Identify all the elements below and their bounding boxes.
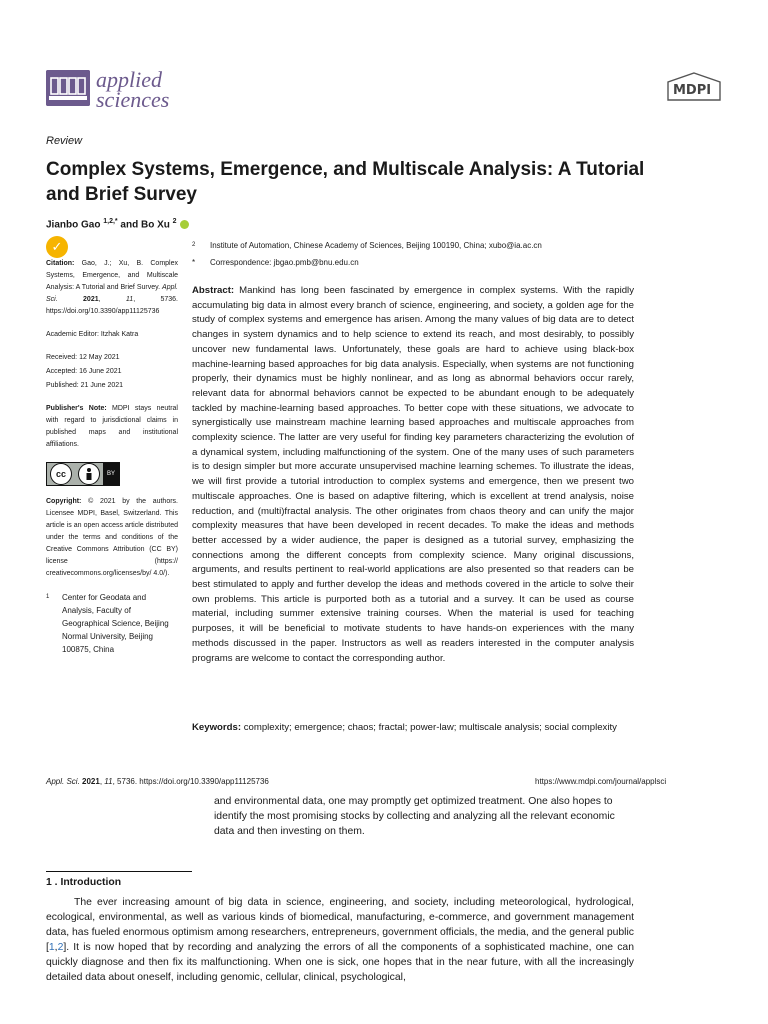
citation-text: Gao, J.; Xu, B. Complex Systems, Emergence, and Multiscale Analysis: A Tutorial and Brief Survey.: [46, 260, 178, 291]
publisher-note-label: Publisher's Note:: [46, 405, 107, 412]
citation-label: Citation:: [46, 260, 75, 267]
accepted-date: Accepted: 16 June 2021: [46, 368, 122, 375]
mdpi-logo: [666, 72, 722, 102]
keywords: [192, 721, 634, 735]
citation-separator: ,: [54, 942, 58, 953]
check-for-updates-icon[interactable]: ✓: [46, 236, 68, 258]
citation-year: 2021: [83, 296, 99, 303]
continued-paragraph: and environmental data, one may promptly get optimized treatment. One also hopes to identify the most promising stocks by collecting and analyzing all the relevant economic data and then investing on them.: [214, 796, 615, 837]
intro-text-before: The ever increasing amount of big data in science, engineering, and society, including meteorological, hydrological, ecological, environmental, as well as various kinds of biomedical, manufacturing, e-commerce, and government management data, has fueled enormous optimism among researchers, entrepreneurs, government officials, the media, and the general public [: [46, 897, 634, 953]
author-1-affiliation: 1,2,*: [103, 218, 118, 225]
copyright-label: Copyright:: [46, 498, 82, 505]
publisher-name: MDPI: [673, 83, 712, 98]
by-label: BY: [103, 463, 119, 485]
affiliation-2-mark: 2: [192, 242, 196, 248]
published-date: Published: 21 June 2021: [46, 382, 124, 389]
footer-doi[interactable]: , 5736. https://doi.org/10.3390/app11125736: [112, 777, 269, 786]
by-person-icon: [78, 463, 100, 485]
journal-name-line2: sciences: [96, 87, 170, 112]
intro-paragraph: [46, 895, 634, 985]
citation-block: Citation: Gao, J.; Xu, B. Complex Systems, Emergence, and Multiscale Analysis: A Tutorial and Brief Survey. Appl. Sci. 2021, 11, 5736. https://doi.org/10.3390/app11125736: [46, 260, 178, 315]
footer-year: 2021: [82, 777, 100, 786]
author-conjunction: and: [120, 219, 141, 231]
journal-name-line1: applied: [96, 67, 162, 92]
author-2-affiliation: 2: [172, 218, 177, 225]
article-type: Review: [46, 135, 83, 147]
citation-doi[interactable]: , 5736. https://doi.org/10.3390/app11125736: [46, 296, 178, 315]
journal-name: [96, 67, 170, 112]
citation-volume: 11: [125, 296, 134, 303]
article-title: Complex Systems, Emergence, and Multiscale Analysis: A Tutorial and Brief Survey: [46, 159, 645, 205]
section-divider: [46, 871, 192, 872]
footer-journal-url[interactable]: https://www.mdpi.com/journal/applsci: [535, 777, 667, 786]
cc-by-license-badge[interactable]: [46, 462, 120, 486]
journal-logo-icon: [46, 70, 90, 106]
intro-text-after: ]. It is now hoped that by recording and analyzing the errors of all the components of a sophisticated machine, one can quickly diagnose and then fix its malfunctioning. When one is sick, one hopes that in the near future, with all the increasingly detailed data about oneself, including genomic, cellular, clinical, psychological,: [46, 942, 634, 983]
keywords-text: complexity; emergence; chaos; fractal; power-law; multiscale analysis; social complexity: [243, 722, 617, 733]
orcid-icon[interactable]: [180, 220, 189, 229]
sidebar: [46, 258, 178, 656]
citation-link-1[interactable]: 1: [48, 942, 55, 953]
affiliation-1: [46, 591, 178, 656]
affiliations: [192, 237, 732, 271]
correspondence: [192, 254, 732, 271]
keywords-label: Keywords:: [192, 722, 242, 733]
author-2[interactable]: Bo Xu: [140, 219, 170, 231]
abstract: [192, 284, 634, 666]
section-heading: 1 . Introduction: [46, 877, 122, 888]
correspondence-text: Correspondence: jbgao.pmb@bnu.edu.cn: [210, 258, 359, 267]
affiliation-1-text: Center for Geodata and Analysis, Faculty of Geographical Science, Beijing Normal University, Beijing 100875, China: [62, 593, 169, 654]
author-line: [46, 218, 189, 230]
footer-citation: Appl. Sci. 2021, 11, 5736. https://doi.org/10.3390/app11125736: [46, 777, 269, 786]
author-1[interactable]: Jianbo Gao: [46, 219, 101, 231]
affiliation-2: [192, 237, 732, 254]
abstract-text: Mankind has long been fascinated by emergence in complex systems. With the rapidly accumulating big data in almost every branch of science, engineering, and society, a golden age for the study of complex systems and emergence has arisen. Among the many values of big data are to detect changes in system dynamics and to help science to extend its reach, and most desirably, to possibly uncover new fundamental laws. Unfortunately, these goals are hard to achieve using black-box machine-learning based approaches for big data analysis. Especially, when systems are not functioning properly, their dynamics must be highly nonlinear, and as long as abnormal behaviors occur rarely, relevant data for abnormal behaviors cannot be expected to be abundant enough to be adequately tackled by machine-learning based approaches. To better cope with these situations, we advocate to synergistically use mainstream machine learning based approaches and multiscale approaches from complexity science. The latter are very useful for finding key parameters characterizing the evolution of a dynamical system, including malfunctioning of the system. One of the many uses of such parameters is to design simpler but more accurate unsupervised machine learning schemes. To illustrate the ideas, we will first provide a tutorial introduction to complex systems and emergence, then we present two multiscale approaches. One is based on adaptive filtering, which is excellent at trend analysis, noise reduction, and (multi)fractal analysis. The other originates from chaos theory and can unify the major complexity measures that have been developed in recent decades. To make the ideas and methods better accessed by a wider audience, the paper is designed as a tutorial survey, emphasizing the connections among the different concepts from complexity science. Many original discussions, arguments, and results pertinent to real-world applications are also presented so that readers can be best stimulated to apply and further develop the ideas and methods covered in the article to solve their own problems. This article is purported both as a tutorial and a survey. It can be used as course material, including summer extensive training courses. When the material is used for teaching purposes, it will be beneficial to motivate students to have hands-on experiences with the many methods discussed in the paper. Instructors as well as readers interested in the computer analysis programs are welcome to contact the corresponding author.: [192, 285, 634, 664]
publisher-note-text: MDPI stays neutral with regard to jurisdictional claims in published maps and institutional affiliations.: [46, 405, 178, 448]
abstract-label: Abstract:: [192, 285, 235, 296]
received-date: Received: 12 May 2021: [46, 354, 120, 361]
cc-icon: cc: [50, 463, 72, 485]
footer-volume: 11: [104, 777, 113, 786]
citation-journal: Appl. Sci.: [46, 284, 178, 303]
copyright-text: © 2021 by the authors. Licensee MDPI, Basel, Switzerland. This article is an open access article distributed under the terms and conditions of the Creative Commons Attribution (CC BY) license (https:// creativecommons.org/licenses/by/ 4.0/).: [46, 498, 178, 577]
publisher-note: [46, 403, 178, 451]
affiliation-1-mark: 1: [46, 594, 50, 600]
citation-link-2[interactable]: 2: [57, 942, 64, 953]
copyright-block: [46, 496, 178, 580]
footer-journal: Appl. Sci.: [46, 777, 80, 786]
affiliation-2-text: Institute of Automation, Chinese Academy of Sciences, Beijing 100190, China; xubo@ia.ac.cn: [210, 241, 542, 250]
academic-editor: Academic Editor: Itzhak Katra: [46, 331, 139, 338]
correspondence-mark: *: [192, 258, 196, 267]
